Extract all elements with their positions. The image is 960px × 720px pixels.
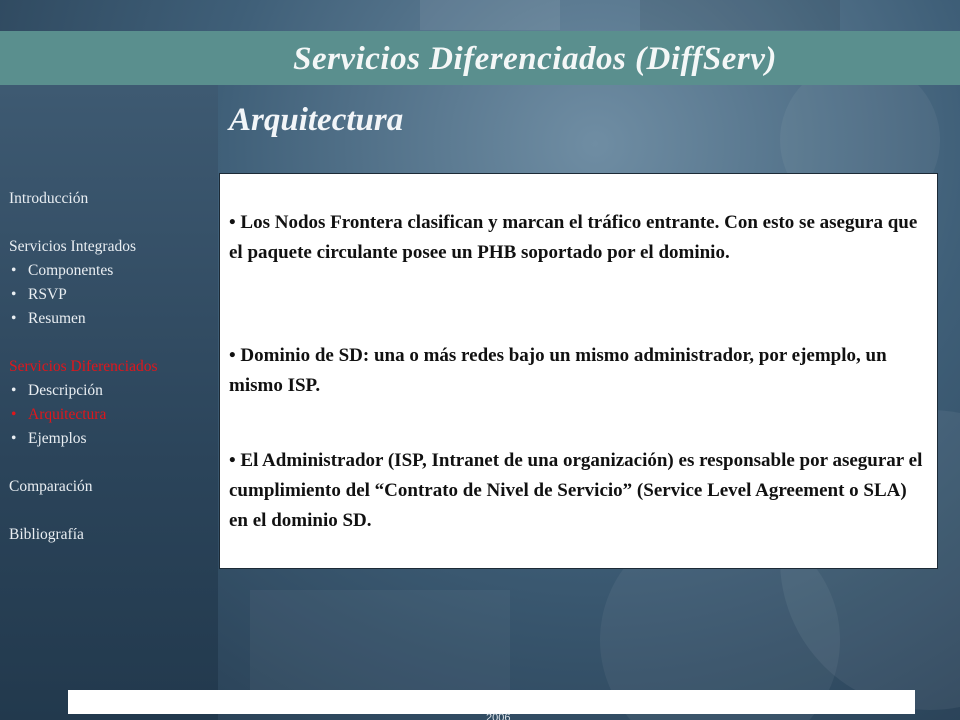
nav-item-label: Resumen [28,310,86,327]
bullet-icon: • [11,382,17,399]
bullet-icon: • [11,406,17,423]
nav-item-label: Ejemplos [28,430,87,447]
footer-text: 2006 [486,713,511,720]
bullet-paragraph-nodos-frontera: • Los Nodos Frontera clasifican y marcan el tráfico entrante. Con esto se asegura que el paquete circulante posee un PHB soportado por el dominio. [229,212,918,263]
nav-item-arquitectura[interactable] [9,403,215,427]
nav-item-introduccion[interactable]: Introducción [9,190,89,207]
bullet-paragraph-dominio-sd: • Dominio de SD: una o más redes bajo un mismo administrador, por ejemplo, un mismo ISP. [229,345,887,396]
nav-item-componentes[interactable] [9,259,215,283]
bullet-icon: • [11,430,17,447]
bullet-icon: • [11,286,17,303]
nav-item-label: Descripción [28,382,103,399]
nav-item-ejemplos[interactable] [9,427,215,451]
slide-title: Servicios Diferenciados (DiffServ) [293,41,777,77]
nav-item-servicios-integrados[interactable]: Servicios Integrados [9,238,136,255]
content-panel [219,173,938,569]
sidebar-nav [9,187,215,547]
nav-item-comparacion[interactable]: Comparación [9,478,93,495]
slide-subtitle: Arquitectura [229,102,404,138]
nav-item-resumen[interactable] [9,307,215,331]
nav-item-label: Arquitectura [28,406,107,423]
nav-item-servicios-diferenciados[interactable]: Servicios Diferenciados [9,358,158,375]
nav-item-rsvp[interactable] [9,283,215,307]
bullet-icon: • [11,310,17,327]
nav-item-descripcion[interactable] [9,379,215,403]
footer-bar [68,690,915,714]
nav-item-bibliografia[interactable]: Bibliografía [9,526,84,543]
bullet-paragraph-administrador: • El Administrador (ISP, Intranet de una organización) es responsable por asegurar el cumplimiento del “Contrato de Nivel de Servicio” (Service Level Agreement o SLA) en el dominio SD. [229,450,923,531]
bullet-icon: • [11,262,17,279]
nav-item-label: Componentes [28,262,114,279]
nav-item-label: RSVP [28,286,67,303]
